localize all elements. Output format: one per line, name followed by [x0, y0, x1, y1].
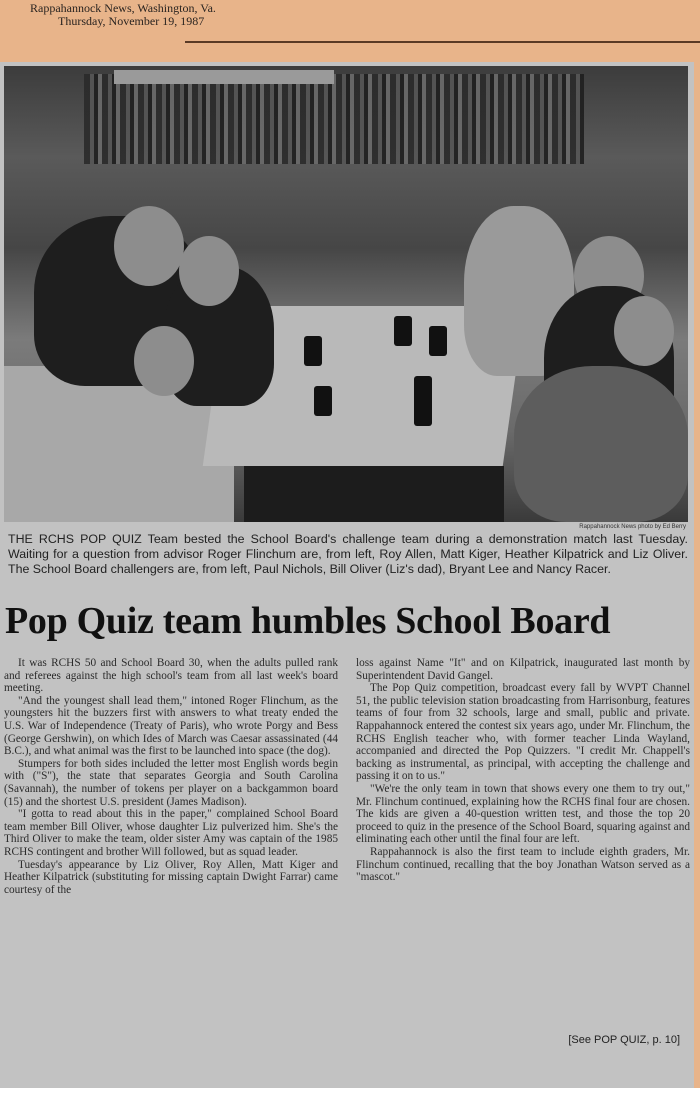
photo-credit: Rappahannock News photo by Ed Berry [579, 524, 686, 530]
buzzer-icon [429, 326, 447, 356]
continued-jump-line: [See POP QUIZ, p. 10] [568, 1034, 680, 1046]
bottom-edge [0, 1088, 700, 1095]
newspaper-clipping [0, 62, 694, 1095]
article-paragraph: loss against Name "It" and on Kilpatrick, inaugurated last month by Superintendent David Gangel. [356, 657, 690, 682]
headline: Pop Quiz team humbles School Board [5, 600, 611, 642]
top-rule-divider [185, 41, 700, 43]
person-face [614, 296, 674, 366]
article-paragraph: "And the youngest shall lead them," intoned Roger Flinchum, as the youngsters hit the buzzers first with answers to what treaty ended the U.S. War of Independence (Treaty of Paris), who wrote Porgy and Bess (George Gershwin), on which Ides of March was Caesar assassinated (44 B.C.), and what animal was the first to be launched into space (the dog). [4, 694, 338, 758]
dateline-publication: Rappahannock News, Washington, Va. [30, 1, 216, 15]
table-front [244, 466, 504, 522]
article-column-right [356, 657, 690, 884]
article-paragraph: Tuesday's appearance by Liz Oliver, Roy Allen, Matt Kiger and Heather Kilpatrick (substituting for missing captain Dwight Farrar) came courtesy of the [4, 858, 338, 896]
buzzer-icon [394, 316, 412, 346]
photo-caption: THE RCHS POP QUIZ Team bested the School Board's challenge team during a demonstration match last Tuesday. Waiting for a question from advisor Roger Flinchum are, from left, Roy Allen, Matt Kiger, Heather Kilpatrick and Liz Oliver. The School Board challengers are, from left, Paul Nichols, Bill Oliver (Liz's dad), Bryant Lee and Nancy Racer. [8, 532, 688, 576]
person-face [179, 236, 239, 306]
news-photo [4, 66, 688, 522]
article-paragraph: "I gotta to read about this in the paper," complained School Board team member Bill Oliver, whose daughter Liz pulverized him. She's the Third Oliver to make the team, older sister Amy was captain of the 1985 RCHS contingent and brother Will followed, but as squad leader. [4, 808, 338, 858]
dateline [30, 2, 350, 28]
article-paragraph: Rappahannock is also the first team to include eighth graders, Mr. Flinchum continued, recalling that the boy Jonathan Watson served as a "mascot." [356, 845, 690, 884]
bookshelf-background [84, 74, 584, 164]
article-column-left [4, 657, 338, 896]
person-silhouette [514, 366, 688, 522]
buzzer-icon [414, 376, 432, 426]
article-paragraph: The Pop Quiz competition, broadcast every fall by WVPT Channel 51, the public television station broadcasting from Harrisonburg, features teams of four from 32 schools, large and small, public and private. Rappahannock entered the contest six years ago, under Mr. Flinchum, the RCHS English teacher who, with former teacher Linda Wayland, accompanied and directed the Pop Quizzers. "I credit Mr. Chappell's backing as instrumental, as principal, with accepting the challenge and passing it on to us." [356, 682, 690, 783]
article-paragraph: "We're the only team in town that shows every one them to try out," Mr. Flinchum continued, explaining how the RCHS final four are chosen. The kids are given a 40-question written test, and those the top 20 proceed to quiz in the presence of the School Board, squaring against and eliminating each other until the final four are left. [356, 782, 690, 846]
person-face [114, 206, 184, 286]
article-paragraph: Stumpers for both sides included the letter most English words begin with ("S"), the state that separates Georgia and South Carolina (Savannah), the number of tokens per player on a backgammon board (15) and the shortest U.S. president (James Madison). [4, 757, 338, 808]
buzzer-icon [314, 386, 332, 416]
library-sign [114, 70, 334, 84]
dateline-date: Thursday, November 19, 1987 [58, 14, 205, 28]
person-face [134, 326, 194, 396]
buzzer-icon [304, 336, 322, 366]
article-paragraph: It was RCHS 50 and School Board 30, when the adults pulled rank and referees against the high school's team from all last week's board meeting. [4, 657, 338, 695]
